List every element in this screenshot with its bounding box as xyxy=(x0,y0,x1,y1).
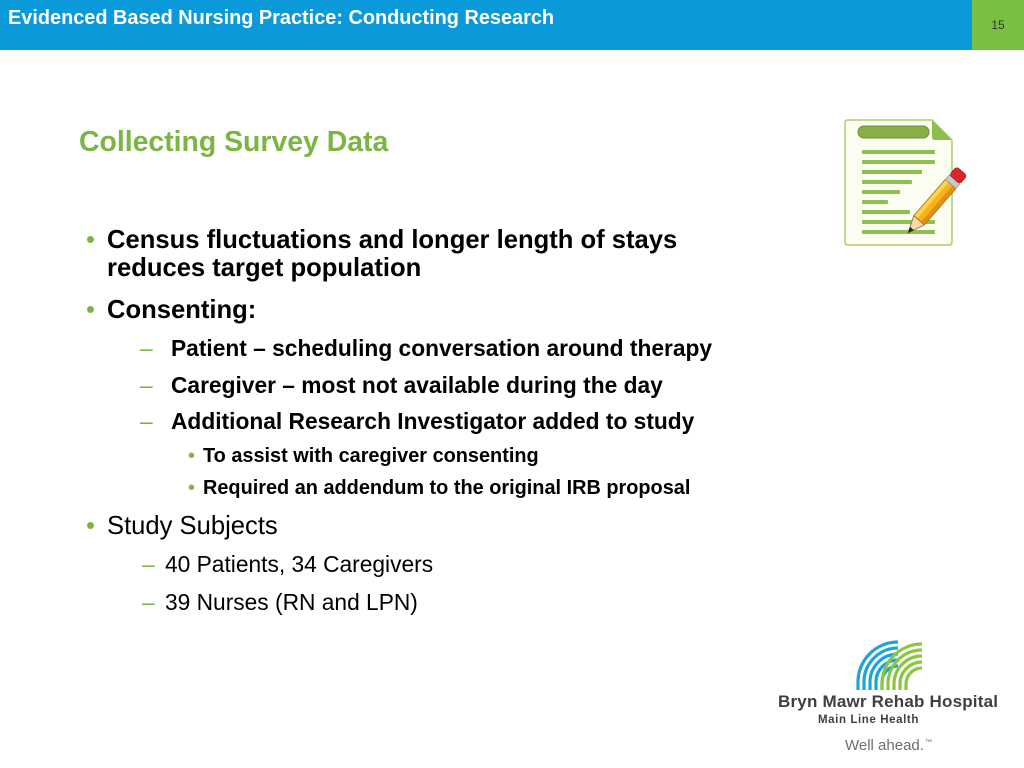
trademark-mark: ™ xyxy=(924,739,932,746)
logo-arc xyxy=(906,668,922,690)
sub-bullet-text: Additional Research Investigator added to study xyxy=(171,408,695,434)
sub-sub-bullet-text: To assist with caregiver consenting xyxy=(203,445,539,467)
dash-marker: – xyxy=(142,551,155,577)
sub-bullet-text: 40 Patients, 34 Caregivers xyxy=(165,551,434,577)
sub-bullet-text: Patient – scheduling conversation around therapy xyxy=(171,335,713,361)
page-line xyxy=(862,200,888,204)
list-item xyxy=(86,512,278,540)
list-item xyxy=(188,444,539,468)
logo-parent-name: Main Line Health xyxy=(818,714,919,726)
bullet-text: Consenting: xyxy=(107,296,257,324)
logo-tagline xyxy=(845,737,932,755)
bullet-marker: • xyxy=(86,512,95,540)
bullet-text: Census fluctuations and longer length of stays reduces target population xyxy=(107,226,678,282)
page-line xyxy=(862,170,922,174)
list-item xyxy=(142,589,418,615)
bullet-marker: • xyxy=(188,477,195,499)
list-item xyxy=(86,296,256,324)
sub-sub-bullet-text: Required an addendum to the original IRB proposal xyxy=(203,477,691,499)
slide-number: 15 xyxy=(991,18,1005,32)
sub-bullet-text: Caregiver – most not available during the day xyxy=(171,372,663,398)
page-line xyxy=(862,160,935,164)
list-item xyxy=(142,551,433,577)
logo-tagline-text: Well ahead. xyxy=(845,737,924,754)
page-header-pill xyxy=(858,126,929,138)
slide-number-box xyxy=(972,0,1024,50)
bullet-text: Study Subjects xyxy=(107,512,278,540)
bullet-marker: • xyxy=(86,226,95,254)
logo-hospital-name: Bryn Mawr Rehab Hospital xyxy=(778,692,999,711)
logo-arc xyxy=(900,662,922,690)
list-item xyxy=(140,335,712,361)
dash-marker: – xyxy=(142,589,155,615)
page-line xyxy=(862,150,935,154)
list-item xyxy=(140,372,663,398)
bullet-marker: • xyxy=(86,296,95,324)
page-folded-corner xyxy=(932,120,952,140)
page-line xyxy=(862,210,910,214)
header-bar xyxy=(0,0,972,50)
dash-marker: – xyxy=(140,372,153,398)
page-line xyxy=(862,180,912,184)
arches-logo-icon xyxy=(852,632,928,692)
dash-marker: – xyxy=(140,408,153,434)
document-pencil-icon xyxy=(843,117,971,249)
page-line xyxy=(862,190,900,194)
dash-marker: – xyxy=(140,335,153,361)
document-pencil-svg xyxy=(843,117,971,249)
list-item xyxy=(140,408,694,434)
list-item xyxy=(188,476,690,500)
presentation-title: Evidenced Based Nursing Practice: Conducting Research xyxy=(8,7,555,29)
bullet-marker: • xyxy=(188,445,195,467)
list-item xyxy=(86,226,707,282)
page-line xyxy=(862,230,935,234)
sub-bullet-text: 39 Nurses (RN and LPN) xyxy=(165,589,418,615)
slide-title: Collecting Survey Data xyxy=(79,126,389,158)
